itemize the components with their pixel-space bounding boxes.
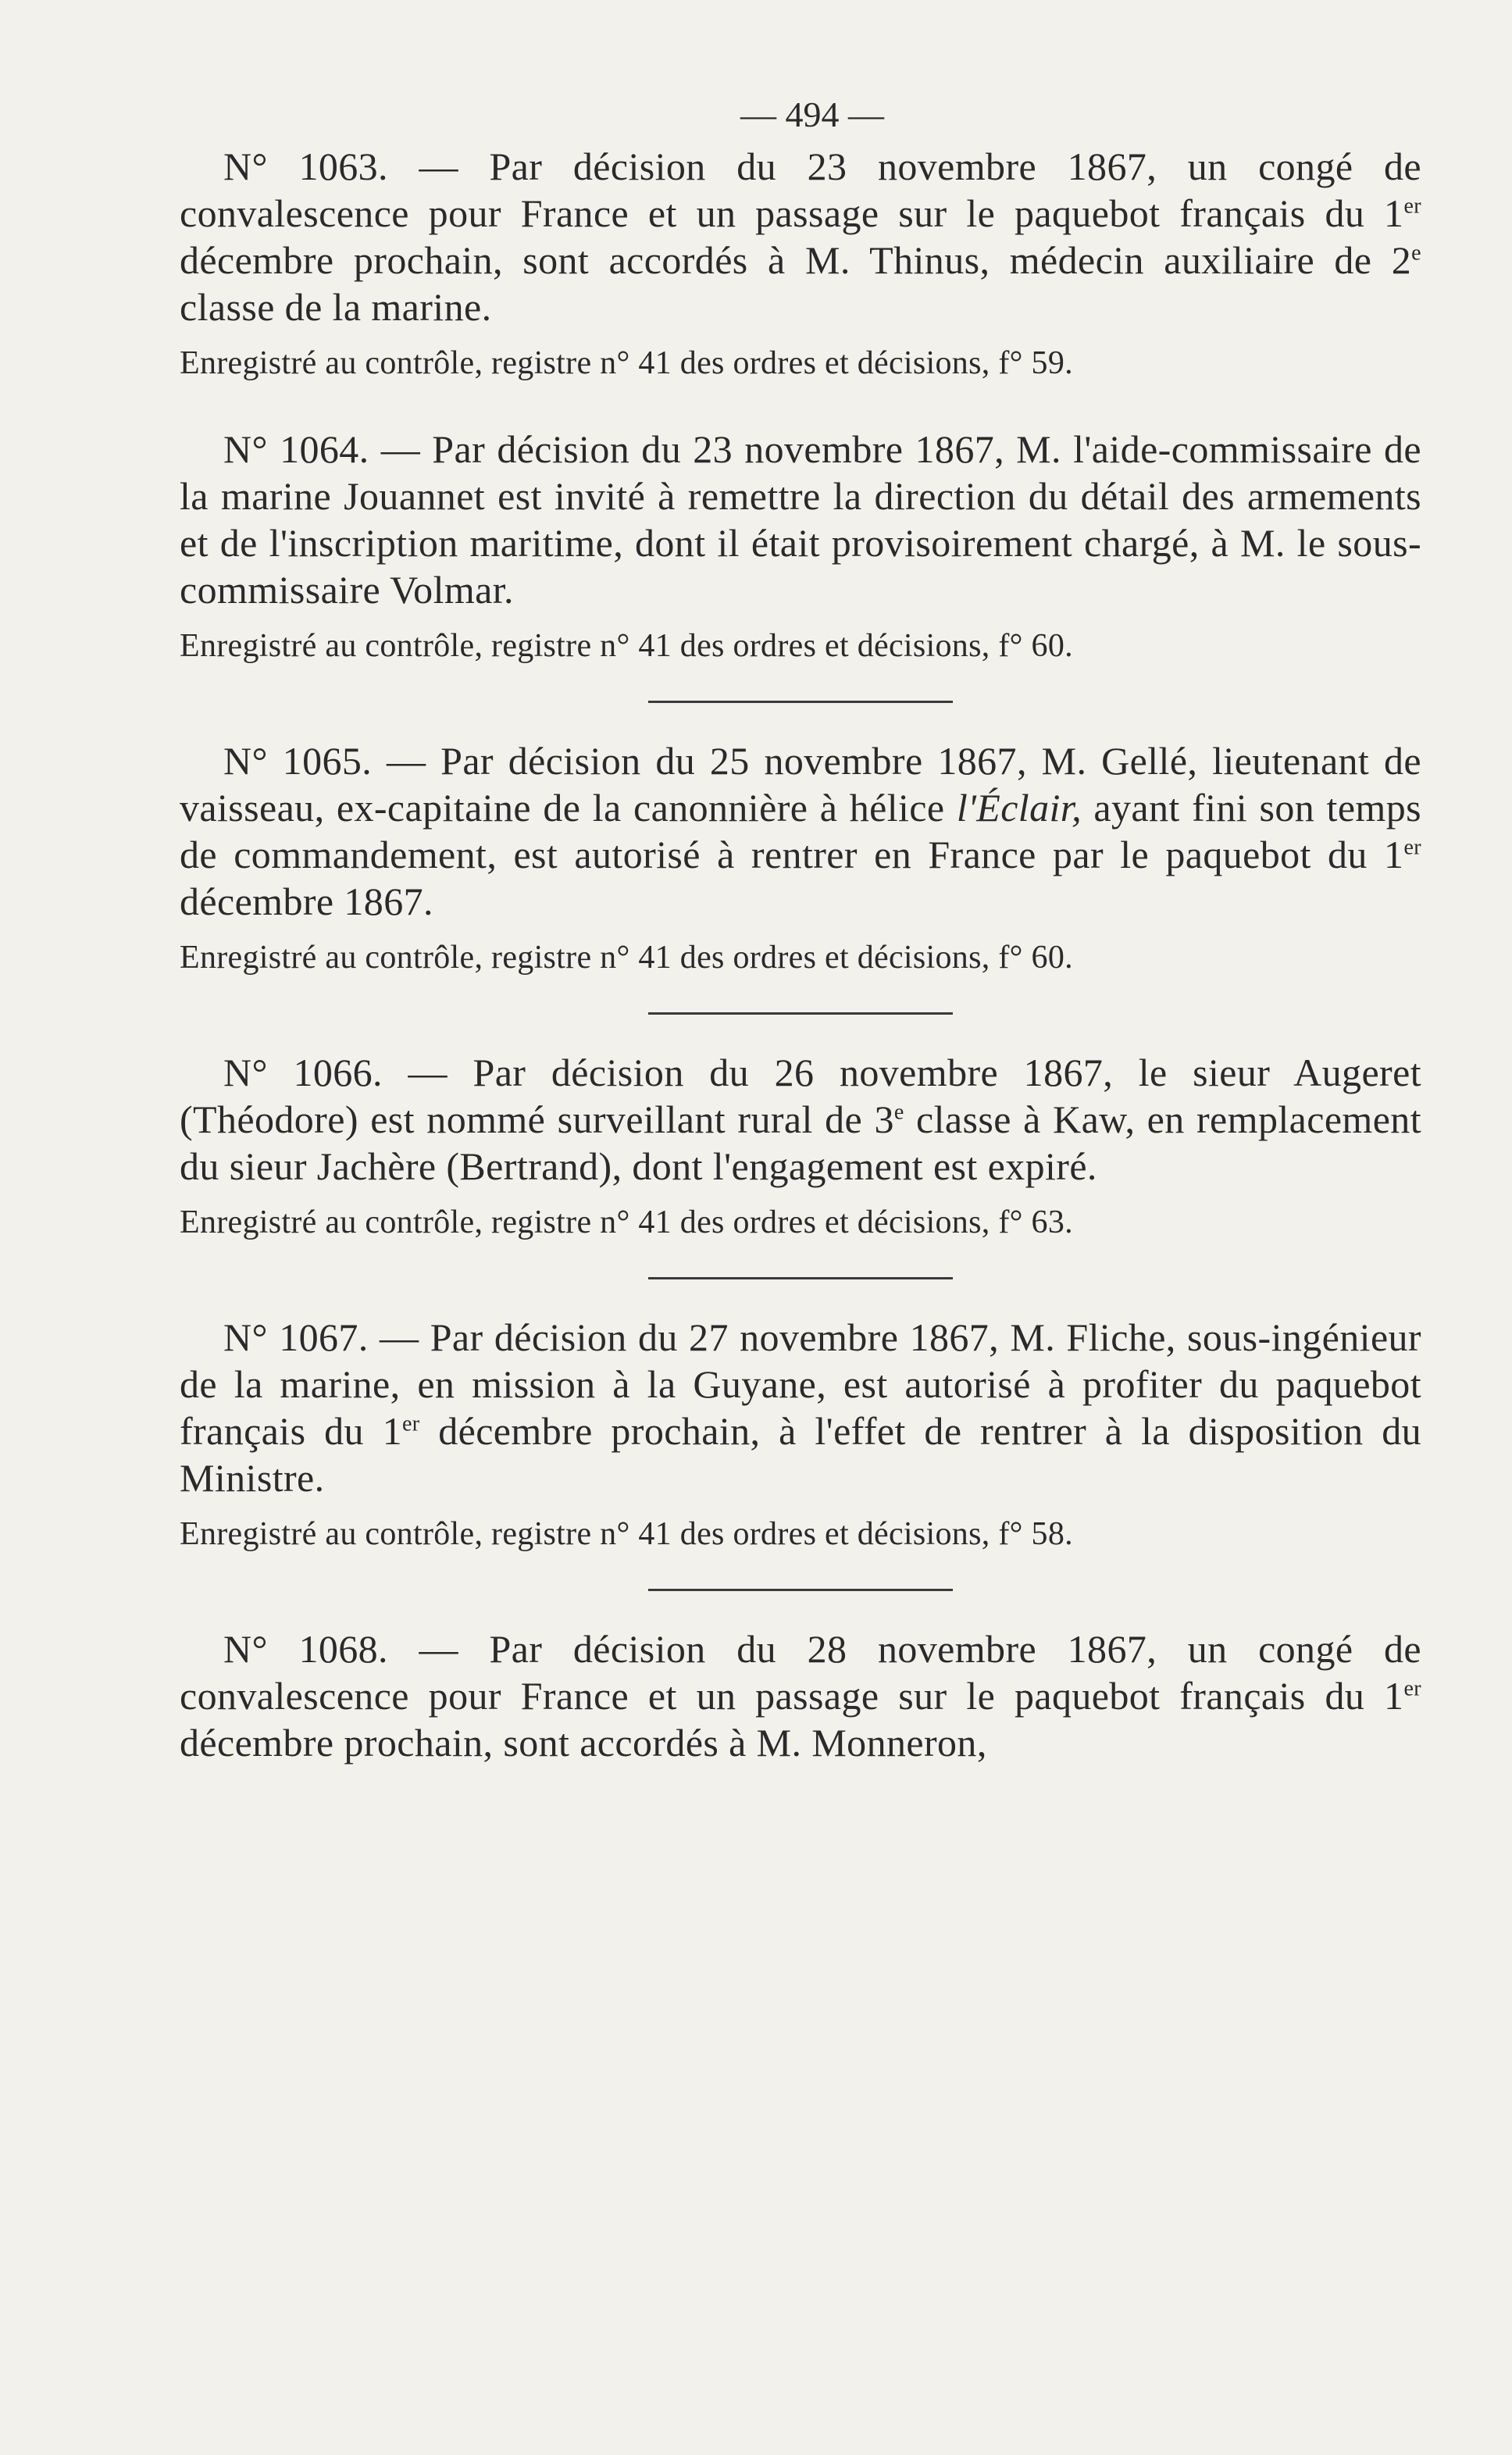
entry-number: N° 1066. bbox=[223, 1051, 383, 1094]
registration-note: Enregistré au contrôle, registre n° 41 des ordres et décisions, f° 60. bbox=[180, 628, 1073, 664]
superscript: er bbox=[401, 1411, 420, 1436]
entry-body: ayant fini son temps de commandement, est autorisé à rentrer en France par le paquebot du 1 bbox=[180, 786, 1421, 876]
entry-text bbox=[180, 426, 1421, 613]
entry-text bbox=[180, 1049, 1421, 1190]
entry-text bbox=[180, 737, 1421, 925]
entry-body: décembre prochain, sont accordés à M. Monneron, bbox=[180, 1721, 987, 1765]
document-page bbox=[180, 94, 1421, 1766]
decision-entry-1064 bbox=[180, 426, 1421, 668]
registration-note: Enregistré au contrôle, registre n° 41 des ordres et décisions, f° 63. bbox=[180, 1204, 1073, 1240]
entry-text bbox=[180, 1625, 1421, 1766]
section-separator bbox=[648, 1277, 953, 1279]
decision-entry-1063 bbox=[180, 143, 1421, 385]
entry-body: — Par décision du 28 novembre 1867, un congé de convalescence pour France et un passage sur le paquebot français du 1 bbox=[180, 1627, 1421, 1718]
superscript: er bbox=[1403, 194, 1421, 219]
spacer bbox=[180, 385, 1421, 426]
entry-body: décembre prochain, sont accordés à M. Thinus, médecin auxiliaire de 2 bbox=[180, 238, 1412, 282]
entry-body: — Par décision du 23 novembre 1867, M. l'aide-commissaire de la marine Jouannet est invité à remettre la direction du détail des armements et de l'inscription maritime, dont il était provisoirement chargé, à M. le sous-commissaire Volmar. bbox=[180, 427, 1421, 612]
registration-note: Enregistré au contrôle, registre n° 41 des ordres et décisions, f° 58. bbox=[180, 1516, 1073, 1552]
entry-body: — Par décision du 26 novembre 1867, le sieur Augeret (Théodore) est nommé surveillant rural de 3 bbox=[180, 1051, 1421, 1141]
superscript: e bbox=[1411, 241, 1421, 266]
section-separator bbox=[648, 1589, 953, 1591]
ship-name: l'Éclair, bbox=[956, 786, 1082, 830]
entry-body: classe de la marine. bbox=[180, 285, 492, 329]
section-separator bbox=[648, 701, 953, 703]
entry-number: N° 1064. bbox=[223, 427, 369, 471]
entry-body: — Par décision du 23 novembre 1867, un congé de convalescence pour France et un passage sur le paquebot français du 1 bbox=[180, 145, 1421, 235]
entry-body: décembre 1867. bbox=[180, 880, 433, 923]
entry-body: décembre prochain, à l'effet de rentrer à la disposition du Ministre. bbox=[180, 1409, 1421, 1500]
entry-number: N° 1067. bbox=[223, 1315, 369, 1359]
entry-number: N° 1065. bbox=[223, 739, 373, 783]
entry-body: — Par décision du 25 novembre 1867, M. Gellé, lieutenant de vaisseau, ex-capitaine de la canonnière à hélice bbox=[180, 739, 1421, 830]
superscript: er bbox=[1403, 1676, 1421, 1701]
superscript: er bbox=[1403, 835, 1421, 860]
section-separator bbox=[648, 1012, 953, 1015]
superscript: e bbox=[893, 1100, 904, 1125]
registration-note: Enregistré au contrôle, registre n° 41 des ordres et décisions, f° 59. bbox=[180, 345, 1073, 381]
entry-body: classe à Kaw, en remplacement du sieur Jachère (Bertrand), dont l'engagement est expiré. bbox=[180, 1097, 1421, 1188]
decision-entry-1067 bbox=[180, 1314, 1421, 1556]
registration-note: Enregistré au contrôle, registre n° 41 des ordres et décisions, f° 60. bbox=[180, 940, 1073, 976]
entry-number: N° 1063. bbox=[223, 145, 388, 188]
decision-entry-1066 bbox=[180, 1049, 1421, 1244]
decision-entry-1065 bbox=[180, 737, 1421, 980]
entry-body: — Par décision du 27 novembre 1867, M. Fliche, sous-ingénieur de la marine, en mission à la Guyane, est autorisé à profiter du paquebot français du 1 bbox=[180, 1315, 1421, 1453]
entry-text bbox=[180, 143, 1421, 330]
page-number: — 494 — bbox=[740, 95, 884, 134]
entry-text bbox=[180, 1314, 1421, 1501]
entry-number: N° 1068. bbox=[223, 1627, 388, 1671]
decision-entry-1068 bbox=[180, 1625, 1421, 1766]
